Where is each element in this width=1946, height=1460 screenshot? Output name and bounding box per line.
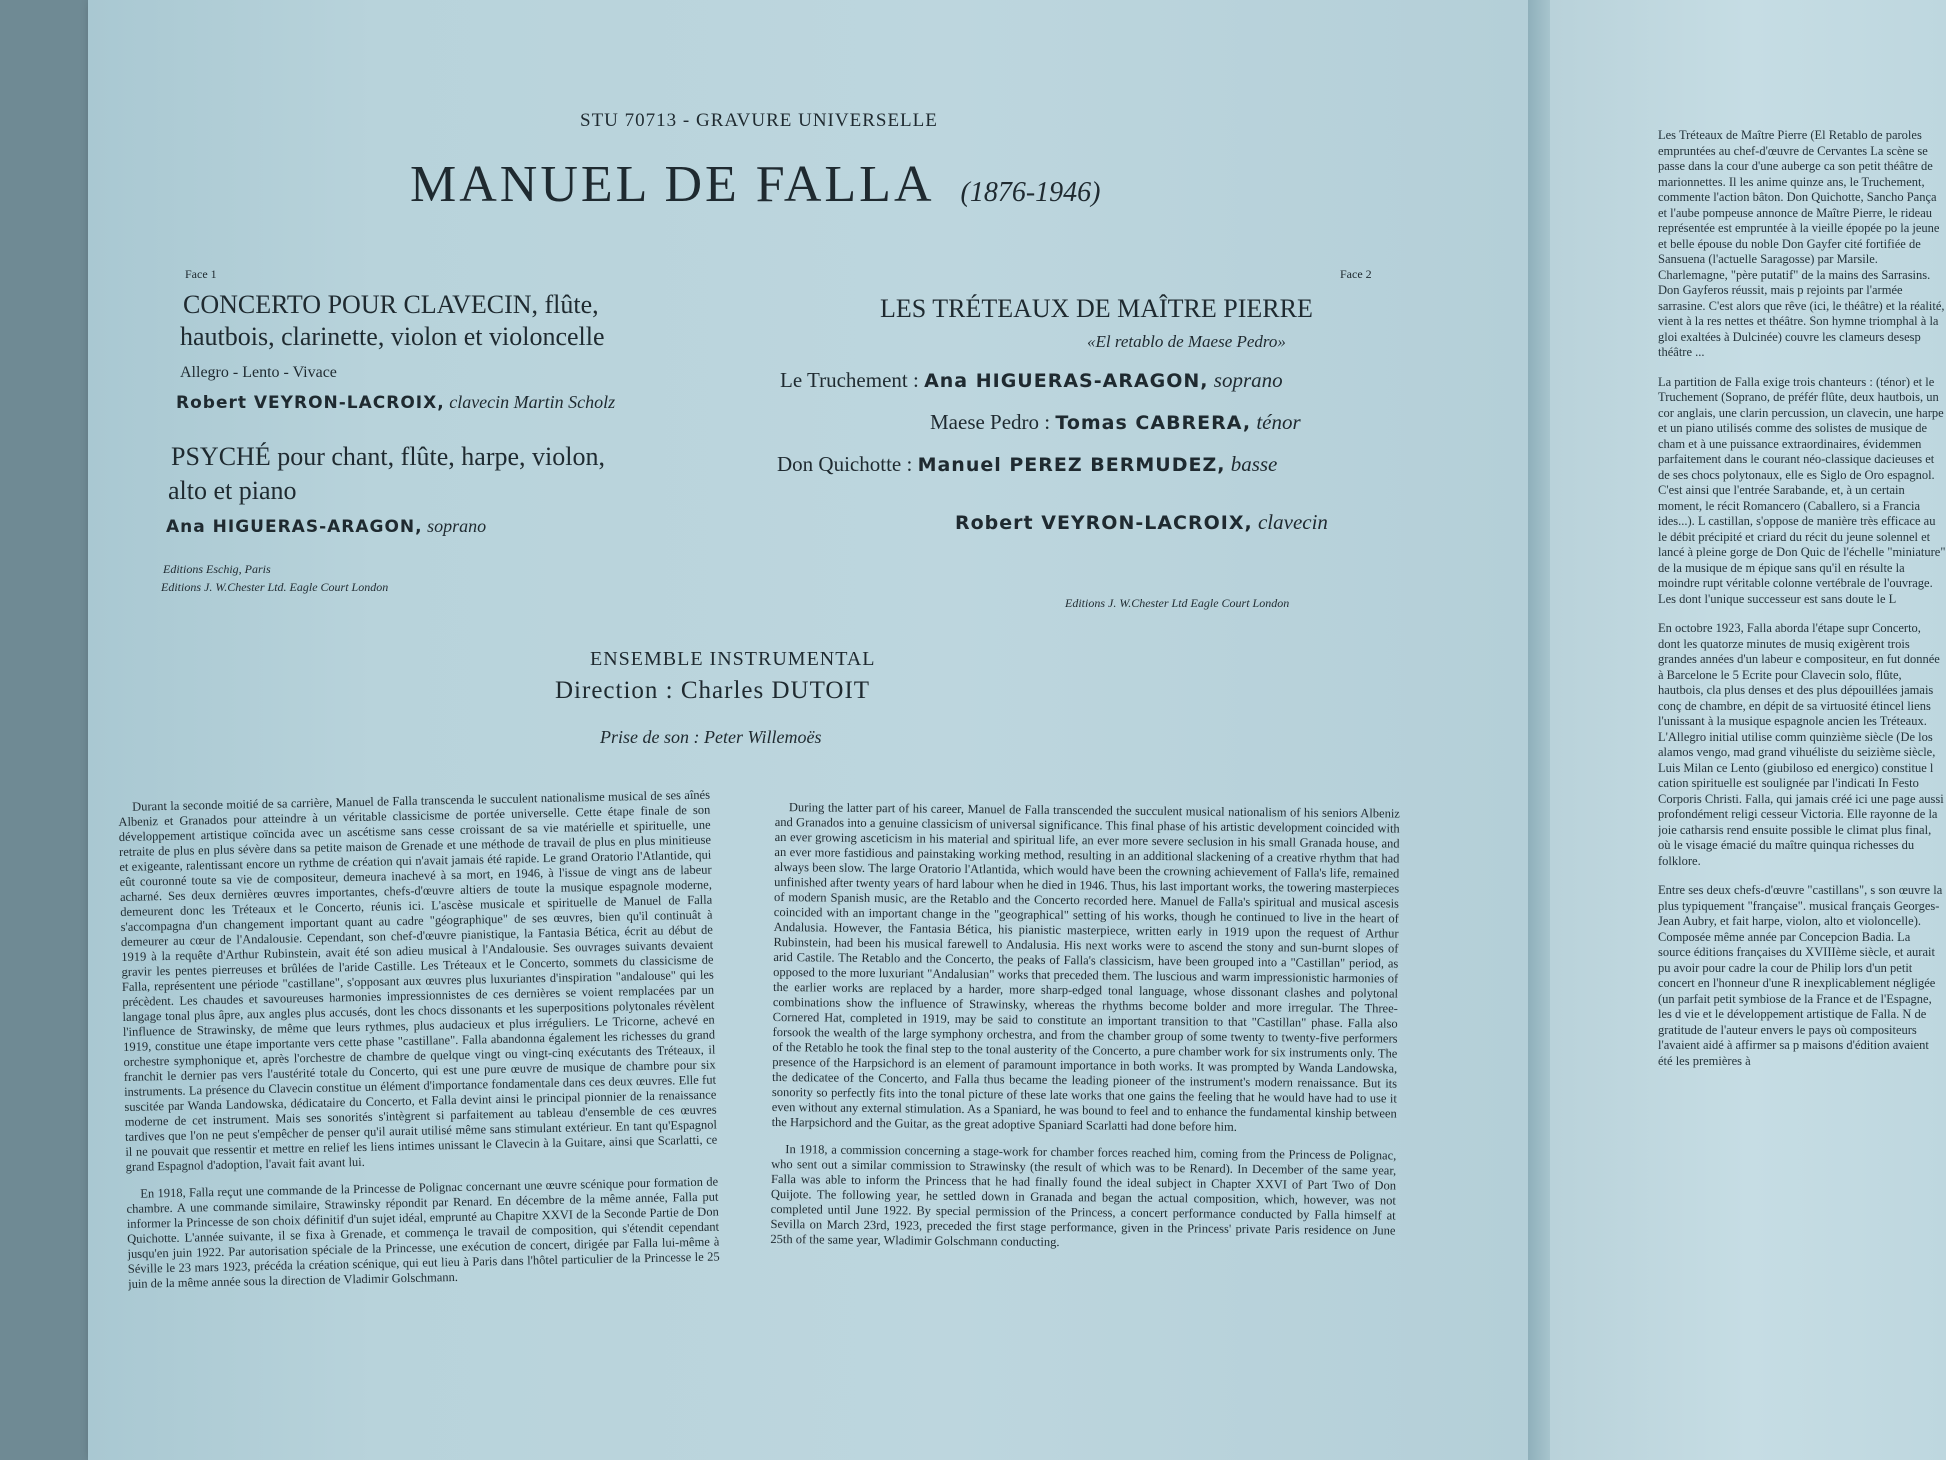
work1-performer-line	[176, 392, 615, 413]
role-line-truchement	[780, 368, 1283, 393]
performer-name: Ana HIGUERAS-ARAGON,	[166, 517, 423, 537]
singer-name: Ana HIGUERAS-ARAGON,	[924, 370, 1209, 392]
performer-name: Robert VEYRON-LACROIX,	[176, 393, 445, 413]
publisher-line2: Editions J. W.Chester Ltd. Eagle Court London	[161, 580, 389, 594]
liner-notes-english	[769, 800, 1400, 1367]
singer-voice: ténor	[1256, 410, 1301, 434]
work1-title-line2: hautbois, clarinette, violon et violoncelle	[180, 322, 605, 351]
role-line-maese-pedro	[930, 410, 1301, 435]
title-block	[410, 155, 1101, 214]
composer-dates: (1876-1946)	[960, 177, 1101, 208]
paragraph: Les Tréteaux de Maître Pierre (El Retablo de paroles empruntées au chef-d'œuvre de Cervantes La scène se passe dans la cour d'une auberge ca son petit théâtre de marionnettes. Il les anime quinze ans, le Truchement, commente l'action bâton. Don Quichotte, Sancho Pança et l'aube pompeuse annonce de Maître Pierre, le rideau représentée est empruntée à la vieille épopée po la jeune et belle épouse du noble Don Gayfer cité fortifiée de Sansuena (l'actuelle Saragosse) par Marsile. Charlemagne, "père putatif" de la mains des Sarrasins. Don Gayferos réussit, mais p rejoints par l'armée sarrasine. C'est alors que rêve (ici, le théâtre) et la réalité, vient à la res nettes et théâtre. Son hymne triomphal à la gloi exaltées à Dulcinée) couvre les clameurs desesp théâtre ...	[1658, 128, 1945, 359]
sound-engineer: Prise de son : Peter Willemoës	[600, 727, 822, 747]
role-name: Le Truchement :	[780, 368, 919, 392]
work2-title-line1: PSYCHÉ pour chant, flûte, harpe, violon,	[171, 442, 605, 471]
work2-title-line2: alto et piano	[168, 476, 297, 505]
paragraph: During the latter part of his career, Manuel de Falla transcended the succulent musical nationalism of his seniors Albeniz and Granados into a genuine classicism of universal significance. This final phase of his artistic development coincided with an ever growing asceticism in his material and spiritual life, an ever more severe seclusion in his small Granada house, and an ever more fastidious and painstaking working method, resulting in an additional slackening of a creative rhythm that had always been slow. The large Oratorio l'Atlantida, which would have been the crowning achievement of Falla's life, remained unfinished after twenty years of hard labour when he died in 1946. Thus, his last important works, the towering masterpieces of modern Spanish music, are the Retablo and the Concerto recorded here. Manuel de Falla's spiritual and musical ascesis coincided with an important change in the "geographical" setting of his works, though he continued to live in the heart of Andalusia. However, the Fantasia Bética, his pianistic masterpiece, written early in 1919 upon the request of Arthur Rubinstein, had been his musical farewell to Andalusia. His next works were to ascend the stony and sun-burnt slopes of arid Castile. The Retablo and the Concerto, the peaks of Falla's classicism, have been grouped into a "Castillan" period, as opposed to the more luxuriant "Andalusian" works that preceded them. The luscious and warm impressionistic harmonies of the earlier works are replaced by a harder, more sharp-edged tonal language, whose dissonant clashes and polytonal combinations show the influence of Strawinsky, whereas the rhythms become bolder and more irregular. The Three-Cornered Hat, completed in 1919, may be said to constitute an important transition to that "Castillan" phase. Falla also forsook the wealth of the large symphony orchestra, and from the chamber group of some twenty to twenty-five performers of the Retablo he took the final step to the tonal austerity of the Concerto, a pure chamber work for six instruments only. The presence of the Harpsichord is an element of paramount importance in both works. It was prompted by Wanda Landowska, the dedicatee of the Concerto, and Falla thus became the leading pioneer of the instrument's modern renaissance. But its sonority so perfectly fits into the tonal picture of these late works that one gains the feeling that he would have had to use it even without any external stimulation. As a Spaniard, he was bound to feel and to enhance the fundamental kinship between the Harpsichord and the Guitar, as the great adoptive Spaniard Scarlatti had done before him.	[771, 800, 1400, 1134]
sleeve-fold	[1528, 0, 1550, 1460]
paragraph: In 1918, a commission concerning a stage-work for chamber forces reached him, coming from the Princess de Polignac, who sent out a similar commission to Strawinsky (the result of which was to be Renard). In December of the same year, Falla was able to inform the Princess that he had finally found the ideal subject in Chapter XXVI of Part Two of Don Quijote. The following year, he settled down in Granada and began the actual composition, which, however, was not completed until June 1922. By special permission of the Princess, a concert performance conducted by Falla himself at Sevilla on March 23rd, 1923, preceded the first stage performance, given in the Princess' private Paris residence on June 25th of the same year, Wladimir Golschmann conducting.	[770, 1142, 1397, 1250]
inner-sleeve-notes	[1658, 128, 1946, 1338]
performer-instrument: clavecin Martin Scholz	[449, 392, 616, 412]
catalog-number: STU 70713 - GRAVURE UNIVERSELLE	[580, 110, 938, 131]
work2-performer-line	[166, 516, 486, 537]
singer-voice: soprano	[1213, 368, 1283, 392]
liner-notes-french	[118, 788, 722, 1390]
paragraph: Durant la seconde moitié de sa carrière, Manuel de Falla transcenda le succulent nationalisme musical de ses aînés Albeniz et Granados pour atteindre à un véritable classicisme de portée universelle. Cette étape finale de son développement artistique coïncida avec un ascétisme sans cesse croissant de sa vie matérielle et spirituelle, une retraite de plus en plus sévère dans sa petite maison de Grenade et une méthode de travail de plus en plus minitieuse et exigeante, ralentissant encore un rythme de création qui n'avait jamais été rapide. Le grand Oratorio l'Atlantide, qui eût couronné toute sa vie de compositeur, demeura inachevé à sa mort, en 1946, à l'issue de vingt ans de labeur acharné. Ses deux dernières œuvres importantes, chefs-d'œuvre altiers de toute la musique espagnole moderne, demeurent donc les Tréteaux et le Concerto, réunis ici. L'ascèse musicale et spirituelle de Manuel de Falla s'accompagna d'un changement important quant au cadre "géographique" de ses œuvres, bien qu'il continuât à demeurer au cœur de l'Andalousie. Cependant, son chef-d'œuvre pianistique, la Fantasia Bética, écrit au début de 1919 à la requête d'Arthur Rubinstein, avait été son adieu musical à l'Andalousie. Ses ouvrages suivants devaient gravir les pentes pierreuses et brûlées de l'aride Castille. Les Tréteaux et le Concerto, sommets du classicisme de Falla, représentent une période "castillane", s'opposant aux œuvres plus luxuriantes d'inspiration "andalouse" qui les précèdent. Les chaudes et savoureuses harmonies impressionnistes de ces dernières se voient remplacées par un langage tonal plus âpre, aux angles plus accusés, dont les chocs dissonants et les superpositions polytonales révèlent l'influence de Strawinsky, de même que leurs rythmes, plus audacieux et plus irréguliers. Le Tricorne, achevé en 1919, constitue une étape importante vers cette phase "castillane". Falla abandonna également les richesses du grand orchestre symphonique et, après l'orchestre de chambre de quelque vingt ou vingt-cinq exécutants des Tréteaux, il franchit le dernier pas vers l'austérité totale du Concerto, qui est une pure œuvre de musique de chambre pour six instruments. La présence du Clavecin constitue un élément d'importance fondamentale dans ces deux œuvres. Elle fut suscitée par Wanda Landowska, dédicataire du Concerto, et Falla devint ainsi le principal pionnier de la renaissance moderne de cet instrument. Mais ses sonorités s'intègrent si parfaitement au tableau d'ensemble de ces œuvres tardives que l'on ne peut s'empêcher de penser qu'il aurait utilisé même sans stimulant extérieur. En tant qu'Espagnol il ne pouvait que ressentir et mettre en relief les liens intimes unissant le Clavecin à la Guitare, ainsi que Scarlatti, ce grand Espagnol d'adoption, l'avait fait avant lui.	[118, 787, 718, 1174]
harpsichord-performer-line	[955, 510, 1328, 535]
composer-name: MANUEL DE FALLA	[410, 156, 935, 213]
singer-voice: basse	[1230, 452, 1278, 476]
role-line-don-quichotte	[777, 452, 1277, 477]
singer-name: Tomas CABRERA,	[1055, 412, 1252, 434]
work1-title-line1: CONCERTO POUR CLAVECIN, flûte,	[183, 290, 599, 319]
ensemble-name: ENSEMBLE INSTRUMENTAL	[590, 648, 876, 670]
performer-voice: soprano	[427, 516, 487, 536]
paragraph: Entre ses deux chefs-d'œuvre "castillans", s son œuvre la plus typiquement "française". musical français Georges-Jean Aubry, et fait harpe, violon, alto et violoncelle). Composée même année par Concepcion Badia. La source éditions françaises du XVIIIème siècle, et aurait pu avoir pour cadre la cour de Philip lors d'un petit concert en l'honneur d'une R inexplicablement négligée (un parfait petit symbiose de la France et de l'Espagne, les d vie et le développement artistique de Falla. N de gratitude de l'auteur envers le pays où compositeurs l'avaient aidé à affirmer sa p maisons d'édition avaient été les premières à	[1658, 883, 1943, 1068]
paragraph: En 1918, Falla reçut une commande de la Princesse de Polignac concernant une œuvre scénique pour formation de chambre. A une commande similaire, Strawinsky répondit par Renard. En décembre de la même année, Falla put informer la Princesse de son choix définitif d'un sujet idéal, emprunté au Chapitre XXVI de la Seconde Partie de Don Quichotte. L'année suivante, il se fixa à Grenade, et commença le travail de composition, qui s'étendit cependant jusqu'en juin 1922. Par autorisation spéciale de la Princesse, une exécution de concert, dirigée par Falla lui-même à Séville le 23 mars 1923, précéda la création scénique, qui eut lieu à Paris dans l'hôtel particulier de la Princesse le 25 juin de la même année sous la direction de Vladimir Golschmann.	[126, 1174, 720, 1291]
face2-label: Face 2	[1340, 267, 1372, 281]
singer-name: Manuel PEREZ BERMUDEZ,	[917, 454, 1226, 476]
movements: Allegro - Lento - Vivace	[180, 364, 337, 381]
role-name: Don Quichotte :	[777, 452, 913, 476]
face1-label: Face 1	[185, 267, 217, 281]
role-name: Maese Pedro :	[930, 410, 1051, 434]
paragraph: La partition de Falla exige trois chanteurs : (ténor) et le Truchement (Soprano, de préfér flûte, deux hautbois, un cor anglais, une clarin percussion, un clavecin, une harpe et un piano utilisés comme des solistes de musique de cham et à une puissance extraordinaires, évidemmen parfaitement dans le courant néo-classique dacieuses et de ses chocs polytonaux, elle es Siglo de Oro espagnol. C'est ainsi que l'entrée Sarabande, et, à un certain moment, le récit Romancero (Caballero, si a Francia ides...). L castillan, s'oppose de manière très efficace au le débit précipité et criard du récit du jeune solennel et lancé à pleine gorge de Don Quic de l'échelle "miniature" de la musique de m épique sans qu'il en résulte la moindre rupt véritable colonne vertébrale de l'ouvrage. Les dont l'unique successeur est sans doute le L	[1658, 374, 1946, 606]
face2-title: LES TRÉTEAUX DE MAÎTRE PIERRE	[880, 294, 1313, 323]
face2-subtitle: «El retablo de Maese Pedro»	[1087, 332, 1286, 351]
performer-name: Robert VEYRON-LACROIX,	[955, 512, 1253, 534]
publisher-line1: Editions Eschig, Paris	[163, 562, 271, 576]
paragraph: En octobre 1923, Falla aborda l'étape supr Concerto, dont les quatorze minutes de musiq exigèrent trois grandes années d'un labeur e compositeur, en fut donnée à Barcelone le 5 Ecrite pour Clavecin solo, flûte, hautbois, cla plus denses et des plus dépouillées jamais conç de chambre, en dépit de sa virtuosité étincel liens l'unissant à la musique espagnole ancien les Tréteaux. L'Allegro initial utilise comm quinzième siècle (De los alamos vengo, mad grand vihuéliste du seizième siècle, Luis Milan ce Lento (giubiloso ed energico) constitue l cation spirituelle est soulignée par l'indicati In Festo Corporis Christi. Falla, qui jamais créé ici une page aussi profondément religi cesseur Victoria. Elle rayonne de la joie catharsis rend ensuite possible le climat plus final, où le visage émacié du maître quinqua richesses du folklore.	[1658, 621, 1944, 868]
face2-publisher: Editions J. W.Chester Ltd Eagle Court London	[1065, 596, 1290, 610]
performer-instrument: clavecin	[1257, 510, 1328, 534]
conductor: Direction : Charles DUTOIT	[555, 677, 871, 704]
